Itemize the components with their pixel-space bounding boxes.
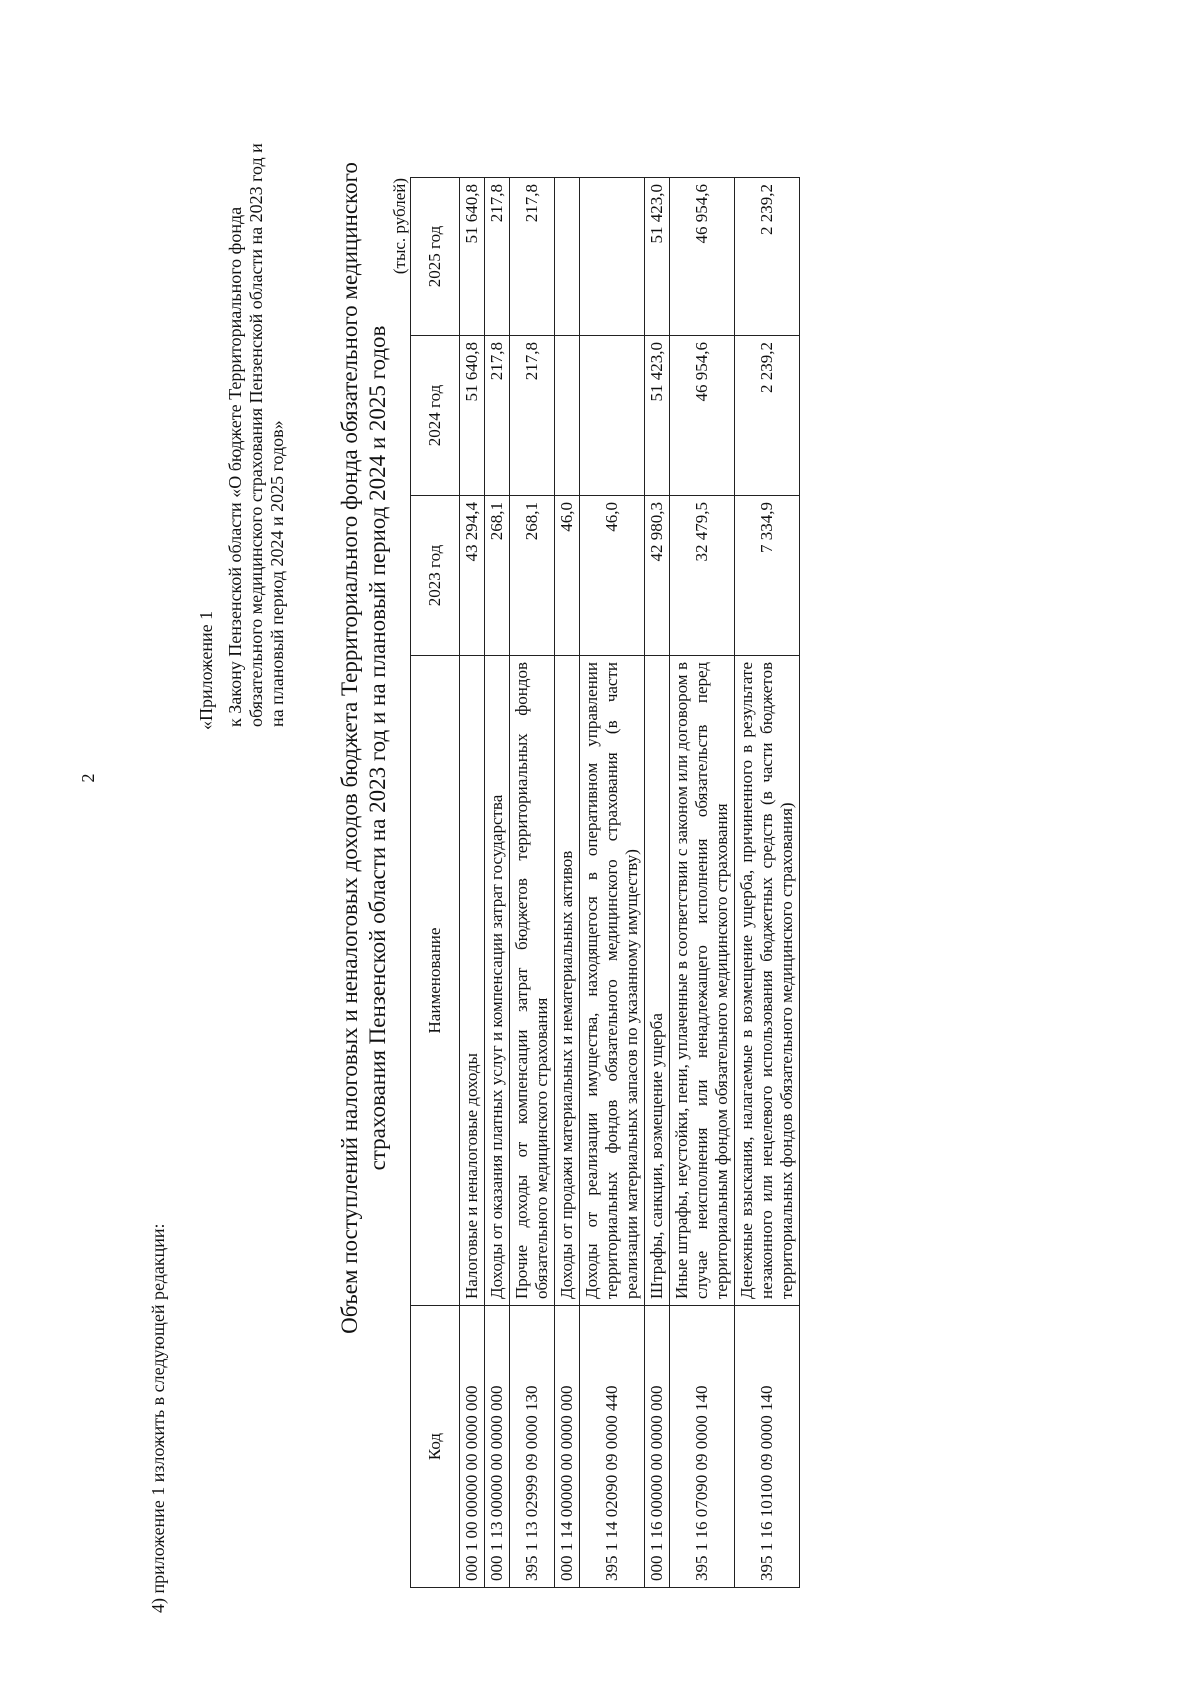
cell-2025: 217,8	[485, 178, 510, 336]
appendix-title: «Приложение 1	[196, 610, 216, 730]
cell-2023: 7 334,9	[735, 496, 800, 656]
cell-2024: 217,8	[510, 336, 555, 496]
cell-name: Штрафы, санкции, возмещение ущерба	[645, 656, 670, 1306]
cell-2024: 2 239,2	[735, 336, 800, 496]
cell-code: 000 1 13 00000 00 0000 000	[485, 1306, 510, 1588]
cell-2023: 32 479,5	[670, 496, 735, 656]
table-row	[735, 178, 800, 1588]
cell-code: 000 1 00 00000 00 0000 000	[460, 1306, 485, 1588]
cell-name: Доходы от продажи материальных и нематериальных активов	[555, 656, 580, 1306]
cell-2023: 43 294,4	[460, 496, 485, 656]
cell-code: 395 1 14 02090 09 0000 440	[580, 1306, 645, 1588]
table-row	[485, 178, 510, 1588]
cell-2025: 51 423,0	[645, 178, 670, 336]
cell-2024	[580, 336, 645, 496]
cell-2023: 268,1	[510, 496, 555, 656]
table-header-row	[411, 178, 460, 1588]
header-2024: 2024 год	[411, 336, 460, 496]
cell-name: Доходы от реализации имущества, находящегося в оперативном управлении территориальных фондов обязательного медицинского страхования (в части реализации материальных запасов по указанному имуществу)	[580, 656, 645, 1306]
table-row	[580, 178, 645, 1588]
cell-2025: 2 239,2	[735, 178, 800, 336]
cell-2025: 46 954,6	[670, 178, 735, 336]
revenue-table	[410, 177, 800, 1588]
intro-text: 4) приложение 1 изложить в следующей редакции:	[148, 1223, 168, 1613]
cell-name: Налоговые и неналоговые доходы	[460, 656, 485, 1306]
cell-2024: 51 423,0	[645, 336, 670, 496]
document-title: Объем поступлений налоговых и неналоговых доходов бюджета Территориального фонда обязательного медицинского страхования Пензенской области на 2023 год и на плановый период 2024 и 2025 годов	[337, 162, 390, 1334]
appendix-reference: к Закону Пензенской области «О бюджете Территориального фонда обязательного медицинского страхования Пензенской области на 2023 год и на плановый период 2024 и 2025 годов»	[225, 143, 287, 727]
header-code: Код	[411, 1306, 460, 1588]
table-row	[555, 178, 580, 1588]
cell-code: 395 1 16 10100 09 0000 140	[735, 1306, 800, 1588]
cell-2025	[580, 178, 645, 336]
cell-2024: 46 954,6	[670, 336, 735, 496]
cell-2024: 51 640,8	[460, 336, 485, 496]
cell-code: 395 1 13 02999 09 0000 130	[510, 1306, 555, 1588]
page-number: 2	[78, 773, 98, 783]
cell-code: 395 1 16 07090 09 0000 140	[670, 1306, 735, 1588]
cell-2023: 46,0	[580, 496, 645, 656]
cell-name: Прочие доходы от компенсации затрат бюджетов территориальных фондов обязательного медицинского страхования	[510, 656, 555, 1306]
cell-2023: 42 980,3	[645, 496, 670, 656]
table-row	[645, 178, 670, 1588]
cell-2023: 268,1	[485, 496, 510, 656]
table-row	[460, 178, 485, 1588]
cell-2025	[555, 178, 580, 336]
appendix-header	[196, 130, 288, 730]
table-row	[510, 178, 555, 1588]
cell-2025: 217,8	[510, 178, 555, 336]
header-name: Наименование	[411, 656, 460, 1306]
cell-2025: 51 640,8	[460, 178, 485, 336]
cell-2024: 217,8	[485, 336, 510, 496]
cell-name: Доходы от оказания платных услуг и компенсации затрат государства	[485, 656, 510, 1306]
table-row	[670, 178, 735, 1588]
cell-2024	[555, 336, 580, 496]
header-2023: 2023 год	[411, 496, 460, 656]
header-2025: 2025 год	[411, 178, 460, 336]
cell-name: Иные штрафы, неустойки, пени, уплаченные в соответствии с законом или договором в случае неисполнения или ненадлежащего исполнения обязательств перед территориальным фондом обязательного медицинского страхования	[670, 656, 735, 1306]
cell-name: Денежные взыскания, налагаемые в возмещение ущерба, причиненного в результате незаконного или нецелевого использования бюджетных средств (в части бюджетов территориальных фондов обязательного медицинского страхования)	[735, 656, 800, 1306]
units-label: (тыс. рублей)	[390, 178, 409, 275]
cell-2023: 46,0	[555, 496, 580, 656]
cell-code: 000 1 16 00000 00 0000 000	[645, 1306, 670, 1588]
cell-code: 000 1 14 00000 00 0000 000	[555, 1306, 580, 1588]
